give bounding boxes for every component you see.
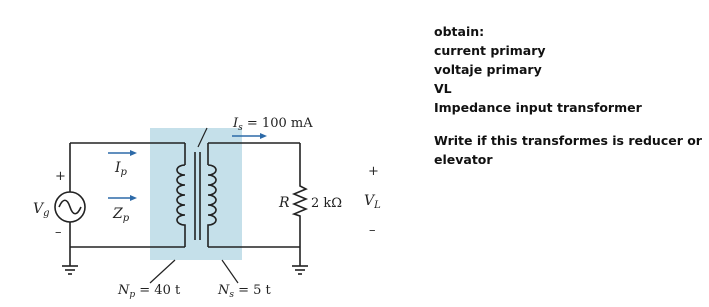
ip-arrow: [108, 150, 137, 156]
ac-voltage-source: [55, 192, 85, 222]
transformer-core-shading: [150, 128, 242, 260]
load-voltage-minus-sign: –: [369, 223, 376, 238]
source-voltage-label: $V_g$: [33, 201, 50, 219]
question-item-current-primary: current primary: [434, 43, 546, 58]
secondary-current-label: $I_s = 100$ mA: [233, 116, 313, 133]
load-resistor: [294, 183, 306, 219]
resistor-value-label: 2 kΩ: [311, 196, 343, 211]
primary-impedance-label: $Z_p$: [113, 206, 130, 224]
primary-ground-symbol: [62, 262, 78, 274]
question-item-impedance: Impedance input transformer: [434, 100, 642, 115]
zp-arrow: [108, 195, 137, 201]
resistor-symbol-label: R: [279, 195, 290, 211]
source-plus-sign: +: [55, 169, 66, 184]
question-task-text: Write if this transformes is reducer or elevator: [434, 133, 702, 167]
ns-pointer-line: [222, 260, 238, 283]
secondary-turns-label: $N_s = 5$ t: [218, 283, 271, 300]
questions-heading: obtain:: [434, 24, 485, 39]
load-voltage-label: $V_L$: [364, 193, 381, 211]
question-item-vl: VL: [434, 81, 452, 96]
np-pointer-line: [150, 260, 175, 283]
primary-turns-label: $N_p = 40$ t: [118, 283, 181, 300]
question-item-voltage-primary: voltaje primary: [434, 62, 542, 77]
question-text-block: [434, 22, 704, 169]
spacer: [434, 117, 704, 131]
primary-current-label: $I_p$: [115, 160, 127, 178]
source-minus-sign: –: [55, 225, 62, 240]
load-voltage-plus-sign: +: [368, 164, 379, 179]
secondary-ground-symbol: [292, 262, 308, 274]
